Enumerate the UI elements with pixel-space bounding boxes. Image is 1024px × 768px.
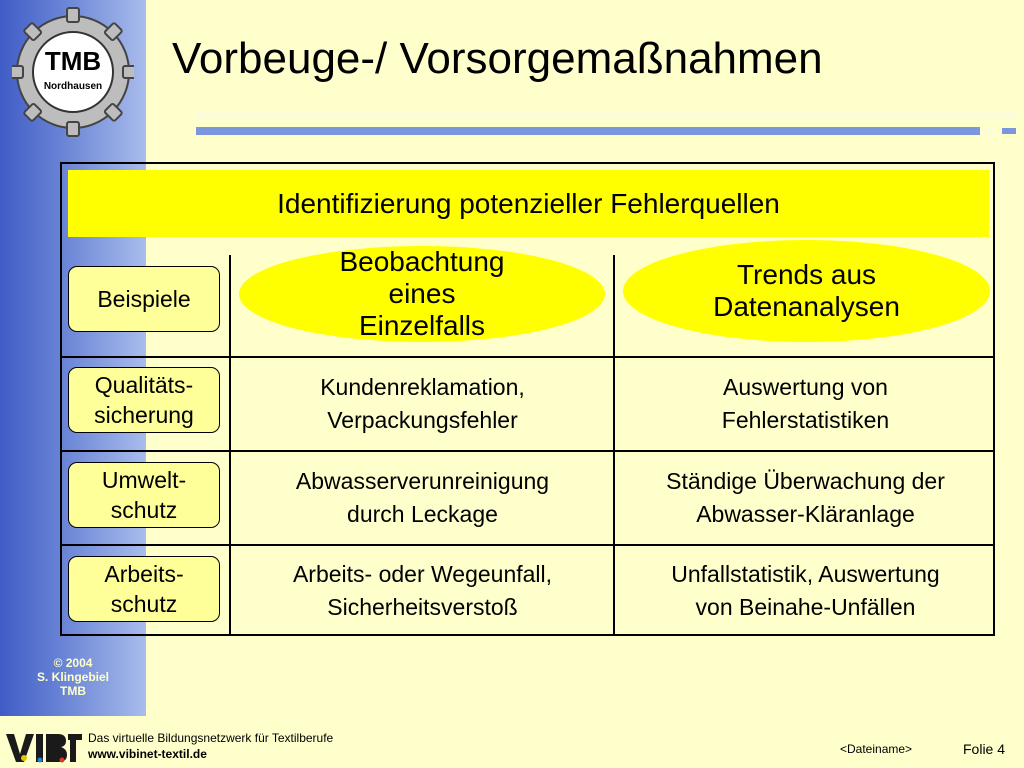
- column-header-single-case: [239, 246, 605, 342]
- row-label-text: sicherung: [94, 402, 194, 428]
- column-divider: [229, 255, 231, 636]
- table-cell: [616, 546, 995, 636]
- copyright: [0, 656, 146, 698]
- cell-line: Unfallstatistik, Auswertung: [671, 561, 940, 587]
- row-label-environment: [68, 462, 220, 528]
- cell-line: durch Leckage: [347, 501, 498, 527]
- row-label-quality: [68, 367, 220, 433]
- footer-info: [88, 730, 333, 762]
- footer-url[interactable]: www.vibinet-textil.de: [88, 747, 207, 761]
- footer-tagline: Das virtuelle Bildungsnetzwerk für Textilberufe: [88, 731, 334, 745]
- cell-line: Arbeits- oder Wegeunfall,: [292, 561, 553, 587]
- copyright-line: © 2004: [53, 656, 93, 670]
- title-rule-gap: [984, 127, 995, 135]
- cell-line: Fehlerstatistiken: [721, 407, 890, 433]
- table-cell: [232, 546, 613, 636]
- row-label-occupational-safety: [68, 556, 220, 622]
- table-header-banner: Identifizierung potenzieller Fehlerquellen: [68, 170, 989, 237]
- table-cell: [232, 358, 613, 450]
- logo-title: TMB: [44, 46, 102, 76]
- row-label-text: Beispiele: [97, 286, 191, 312]
- column-header-line: Beobachtung: [339, 246, 505, 277]
- table-cell: [616, 358, 995, 450]
- title-rule: [196, 127, 980, 135]
- copyright-line: TMB: [60, 684, 86, 698]
- row-label-examples: [68, 266, 220, 332]
- cell-line: von Beinahe-Unfällen: [695, 594, 916, 620]
- slide-title: Vorbeuge-/ Vorsorgemaßnahmen: [172, 34, 823, 83]
- column-header-line: Trends aus: [736, 259, 877, 290]
- cell-line: Abwasser-Kläranlage: [696, 501, 915, 527]
- title-rule-light: [196, 111, 1016, 119]
- cell-line: Verpackungsfehler: [327, 407, 518, 433]
- cell-line: Sicherheitsverstoß: [327, 594, 518, 620]
- footer-filename: <Dateiname>: [840, 742, 913, 756]
- table-cell: [232, 452, 613, 544]
- cell-line: Abwasserverunreinigung: [295, 468, 550, 494]
- table-cell: [616, 452, 995, 544]
- column-header-trends: [623, 240, 990, 342]
- vibinet-logo-icon: [4, 730, 84, 764]
- column-header-line: Einzelfalls: [358, 310, 486, 341]
- row-label-text: Umwelt-: [101, 467, 187, 493]
- row-label-text: Qualitäts-: [94, 372, 194, 398]
- row-label-text: schutz: [110, 497, 178, 523]
- row-label-text: Arbeits-: [104, 561, 184, 587]
- cell-line: Auswertung von: [723, 374, 888, 400]
- copyright-line: S. Klingebiel: [36, 670, 109, 684]
- column-header-line: eines: [388, 278, 456, 309]
- row-label-text: schutz: [110, 591, 178, 617]
- title-rule-tail: [1002, 128, 1016, 134]
- slide-number: Folie 4: [963, 741, 1006, 757]
- column-divider: [613, 255, 615, 636]
- cell-line: Kundenreklamation,: [320, 374, 525, 400]
- column-header-line: Datenanalysen: [713, 291, 900, 322]
- cell-line: Ständige Überwachung der: [666, 468, 945, 494]
- logo-subtitle: Nordhausen: [43, 81, 103, 92]
